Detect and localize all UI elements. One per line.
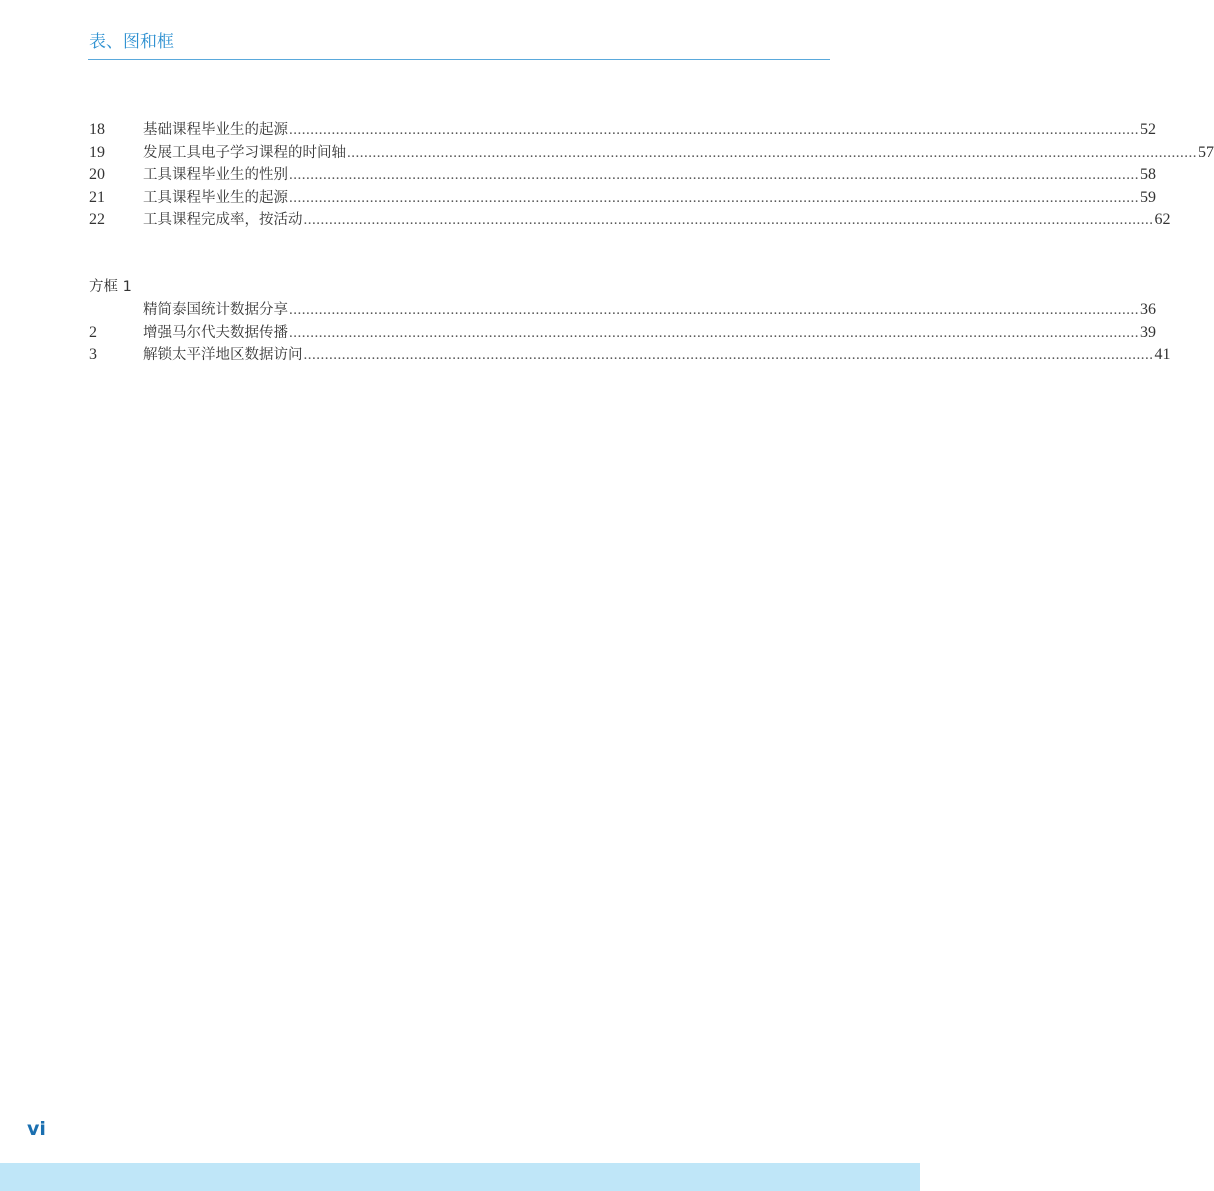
entry-page: 52: [1140, 121, 1156, 138]
header-divider: [88, 59, 830, 60]
toc-row[interactable]: [88, 344, 1171, 367]
entry-page: 59: [1140, 188, 1156, 206]
entry-title[interactable]: 工具课程完成率，按活动: [143, 212, 303, 228]
entry-title[interactable]: 工具课程毕业生的性别: [143, 167, 288, 183]
entry-page: 41: [1154, 346, 1171, 363]
running-header-title: 表、图和框: [89, 32, 174, 52]
entry-title[interactable]: 精简泰国统计数据分享: [143, 302, 288, 318]
dot-leader: ........................................................................................................................................................................................................: [289, 302, 1139, 318]
boxes-list: [88, 299, 1171, 367]
entry-number: 20: [89, 166, 105, 183]
toc-row[interactable]: [88, 187, 1156, 210]
entry-title[interactable]: 基础课程毕业生的起源: [143, 122, 288, 138]
boxes-section-label: 方框 1: [89, 279, 132, 295]
entry-page: 39: [1140, 323, 1156, 341]
footer-band: [0, 1163, 920, 1191]
entry-number: 18: [89, 121, 105, 138]
toc-row[interactable]: [88, 142, 1214, 165]
entry-number: 21: [89, 188, 105, 206]
entry-title[interactable]: 解锁太平洋地区数据访问: [143, 347, 303, 363]
entry-number: 2: [89, 323, 97, 341]
entry-number: 22: [89, 211, 105, 228]
entry-number: 19: [89, 143, 105, 161]
entry-title[interactable]: 工具课程毕业生的起源: [143, 189, 288, 206]
dot-leader: ........................................................................................................................................................................................................: [303, 347, 1154, 363]
entry-page: 62: [1154, 211, 1171, 228]
toc-row[interactable]: [88, 164, 1156, 187]
entry-title[interactable]: 增强马尔代夫数据传播: [143, 324, 288, 341]
dot-leader: ........................................................................................................................................................................................................: [289, 324, 1139, 341]
entry-page: 36: [1140, 301, 1156, 318]
toc-row[interactable]: [88, 209, 1171, 232]
dot-leader: ........................................................................................................................................................................................................: [347, 144, 1197, 161]
entry-number: 3: [89, 346, 97, 363]
toc-row[interactable]: [88, 299, 1156, 322]
entry-title[interactable]: 发展工具电子学习课程的时间轴: [143, 144, 346, 161]
figures-list: [88, 119, 1214, 232]
toc-row[interactable]: [88, 322, 1156, 345]
page-number: vi: [27, 1118, 46, 1140]
entry-page: 57: [1198, 143, 1214, 161]
dot-leader: ........................................................................................................................................................................................................: [289, 122, 1139, 138]
toc-row[interactable]: [88, 119, 1156, 142]
entry-page: 58: [1140, 166, 1156, 183]
dot-leader: ........................................................................................................................................................................................................: [289, 189, 1139, 206]
dot-leader: ........................................................................................................................................................................................................: [289, 167, 1139, 183]
dot-leader: ........................................................................................................................................................................................................: [303, 212, 1154, 228]
